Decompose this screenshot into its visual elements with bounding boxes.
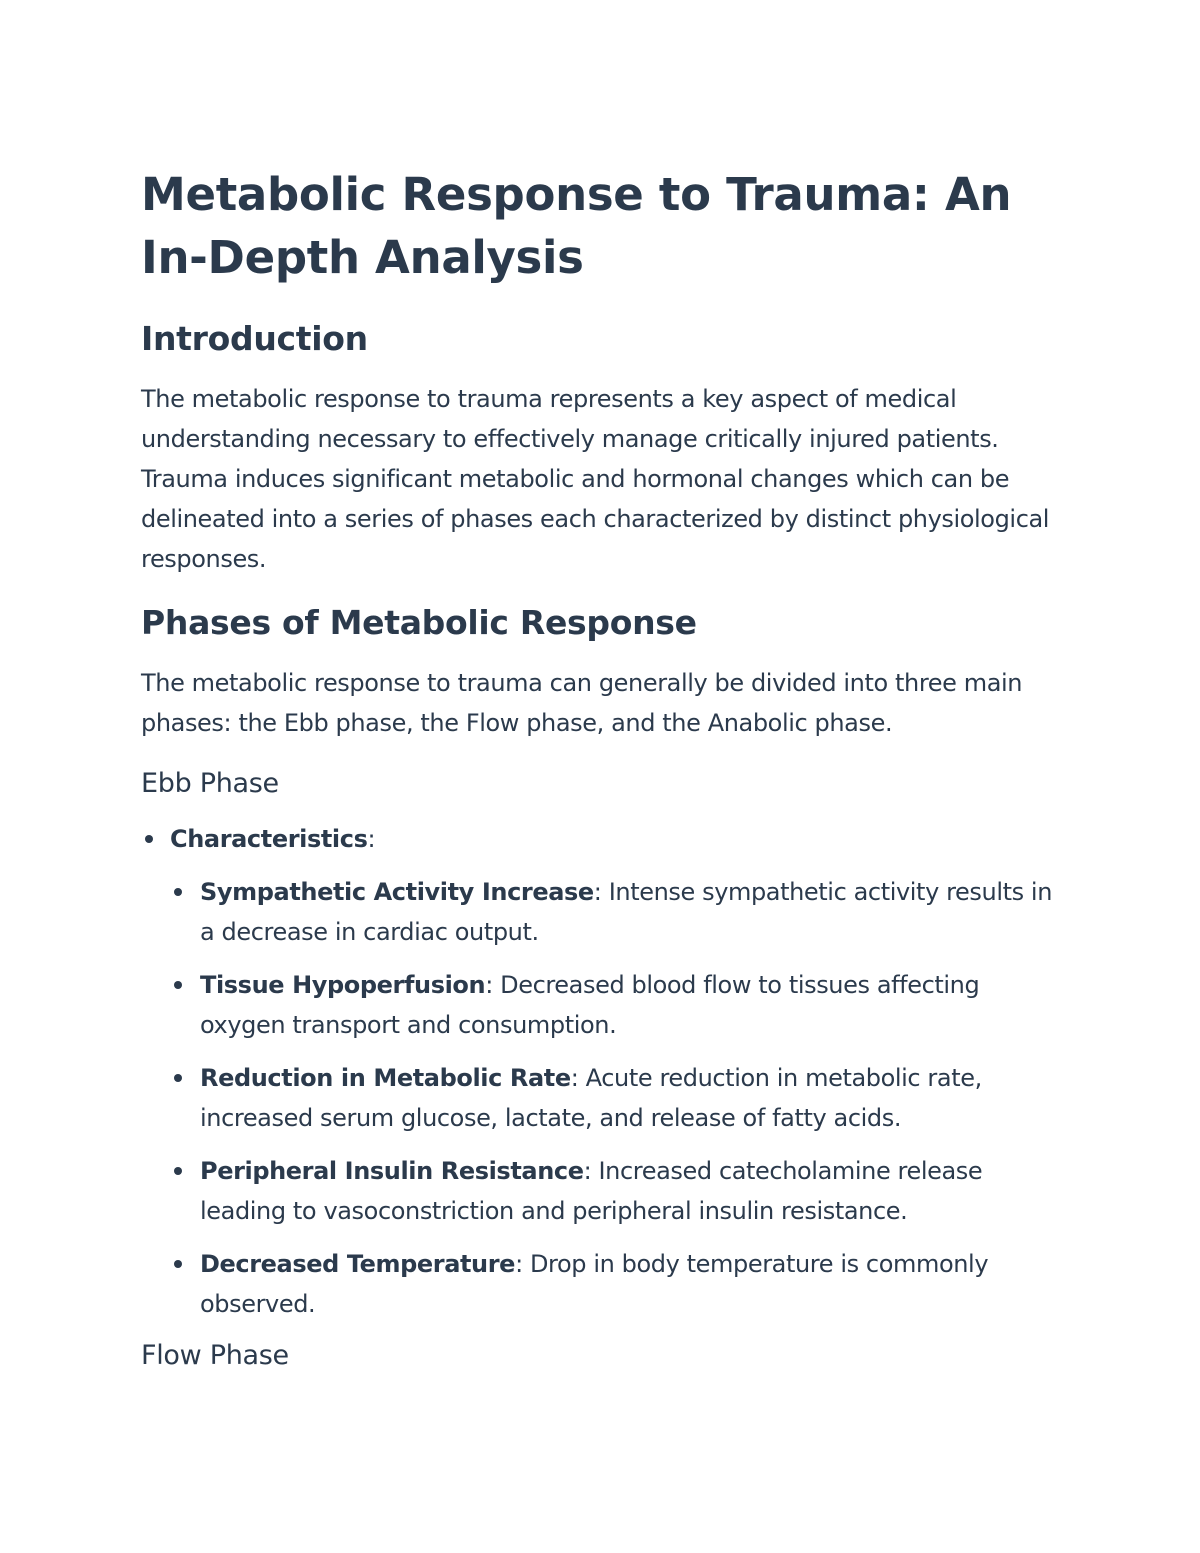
introduction-heading: Introduction — [141, 319, 368, 358]
list-item — [200, 1244, 1061, 1324]
item-term: Sympathetic Activity Increase — [200, 878, 594, 906]
phases-paragraph: The metabolic response to trauma can generally be divided into three main phases: the Ebb phase, the Flow phase, and the Anabolic phase. — [141, 669, 1023, 737]
list-item — [200, 1058, 1061, 1138]
item-term: Reduction in Metabolic Rate — [200, 1064, 571, 1092]
introduction-paragraph: The metabolic response to trauma represents a key aspect of medical understanding necessary to effectively manage critically injured patients. Trauma induces significant metabolic and hormonal changes which can be delineated into a series of phases each characterized by distinct physiological responses. — [141, 385, 1050, 573]
phases-heading: Phases of Metabolic Response — [141, 603, 697, 642]
list-item — [200, 872, 1061, 952]
item-text: : Acute reduction in metabolic rate, increased serum glucose, lactate, and release of fatty acids. — [200, 1064, 982, 1132]
item-text: : Drop in body temperature is commonly observed. — [200, 1250, 989, 1318]
item-term: Tissue Hypoperfusion — [200, 971, 486, 999]
characteristics-label: Characteristics — [170, 825, 368, 853]
document-title: Metabolic Response to Trauma: An In-Depth Analysis — [141, 168, 1012, 284]
characteristics-sublist — [170, 872, 1061, 1324]
item-text: : Decreased blood flow to tissues affecting oxygen transport and consumption. — [200, 971, 980, 1039]
flow-phase-heading: Flow Phase — [141, 1340, 289, 1371]
list-item — [200, 965, 1061, 1045]
item-term: Decreased Temperature — [200, 1250, 516, 1278]
item-text: : Intense sympathetic activity results in a decrease in cardiac output. — [200, 878, 1053, 946]
item-term: Peripheral Insulin Resistance — [200, 1157, 584, 1185]
characteristics-item — [170, 819, 1061, 1324]
characteristics-suffix: : — [367, 825, 376, 853]
ebb-phase-heading: Ebb Phase — [141, 768, 279, 799]
list-item — [200, 1151, 1061, 1231]
ebb-phase-list — [141, 819, 1061, 1324]
item-text: : Increased catecholamine release leading to vasoconstriction and peripheral insulin resistance. — [200, 1157, 983, 1225]
document-page — [141, 163, 1061, 1391]
